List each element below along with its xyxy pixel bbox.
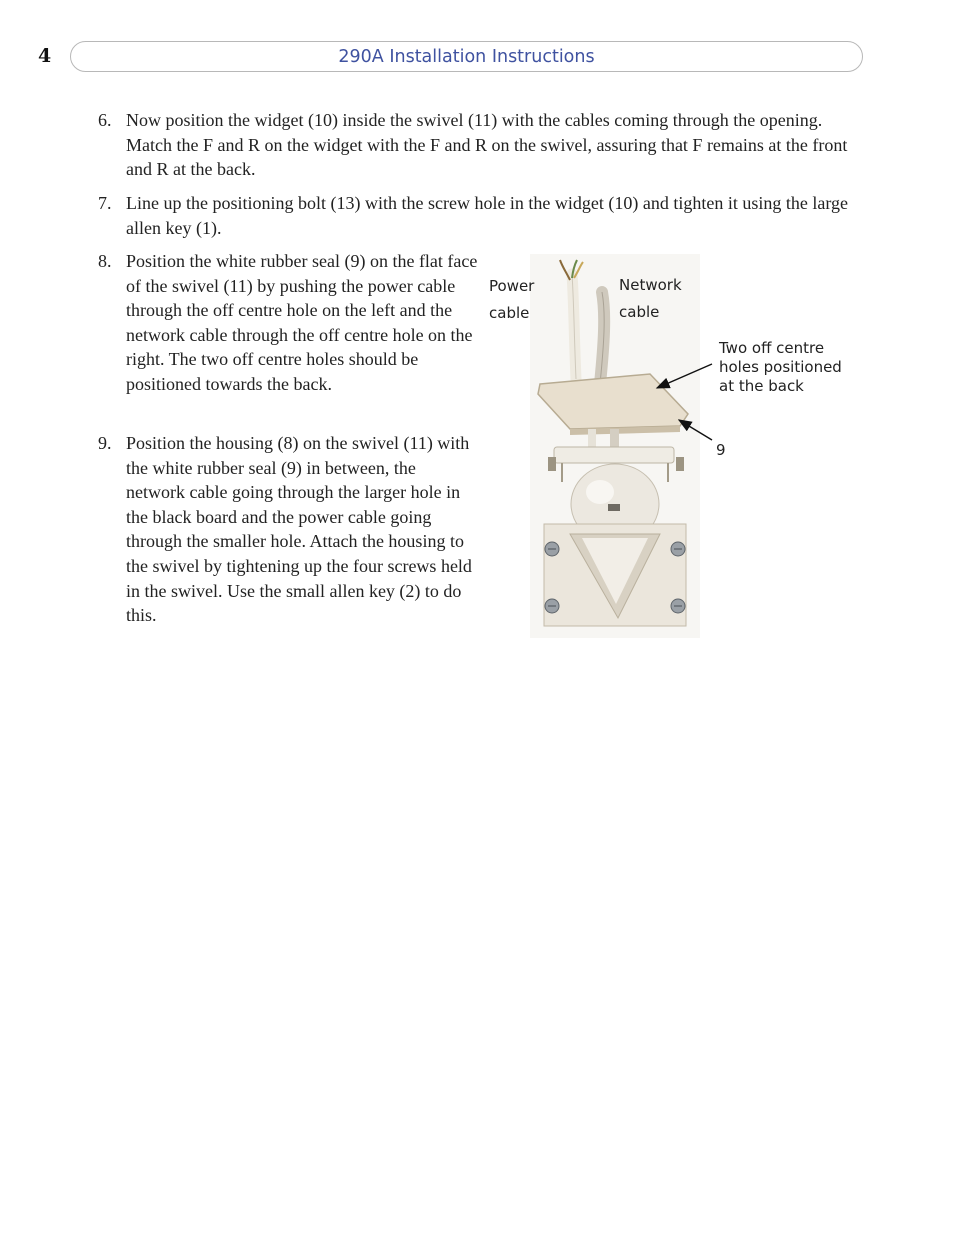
step-number: 7. bbox=[98, 193, 112, 213]
step-number: 8. bbox=[98, 251, 112, 271]
off-centre-holes-label: Two off centre holes positioned at the back bbox=[719, 339, 842, 395]
page-number: 4 bbox=[38, 45, 52, 67]
step-number: 6. bbox=[98, 110, 112, 130]
step-text: Now position the widget (10) inside the swivel (11) with the cables coming through the opening. Match the F and R on the widget with the F and R on the swivel, assuring that F remains at the front and R at the back. bbox=[126, 110, 848, 180]
power-cable-label: Power cable bbox=[489, 277, 535, 322]
seal-number-label: 9 bbox=[716, 441, 726, 459]
step-6 bbox=[98, 108, 858, 182]
step-text: Line up the positioning bolt (13) with the screw hole in the widget (10) and tighten it using the large allen key (1). bbox=[126, 193, 849, 238]
step-8 bbox=[98, 249, 483, 397]
step-number: 9. bbox=[98, 433, 112, 453]
page-title: 290A Installation Instructions bbox=[338, 47, 595, 67]
network-cable-label: Network cable bbox=[619, 276, 682, 321]
step-9 bbox=[98, 431, 473, 628]
swivel-figure bbox=[486, 254, 846, 640]
step-text: Position the white rubber seal (9) on the flat face of the swivel (11) by pushing the power cable through the off centre hole on the left and the network cable through the off centre hole on the right. The two off centre holes should be positioned towards the back. bbox=[126, 251, 478, 394]
step-7 bbox=[98, 191, 868, 240]
step-text: Position the housing (8) on the swivel (11) with the white rubber seal (9) in between, the network cable going through the larger hole in the black board and the power cable going through the smaller hole. Attach the housing to the swivel by tightening up the four screws held in the swivel. Use the small allen key (2) to do this. bbox=[126, 433, 472, 626]
